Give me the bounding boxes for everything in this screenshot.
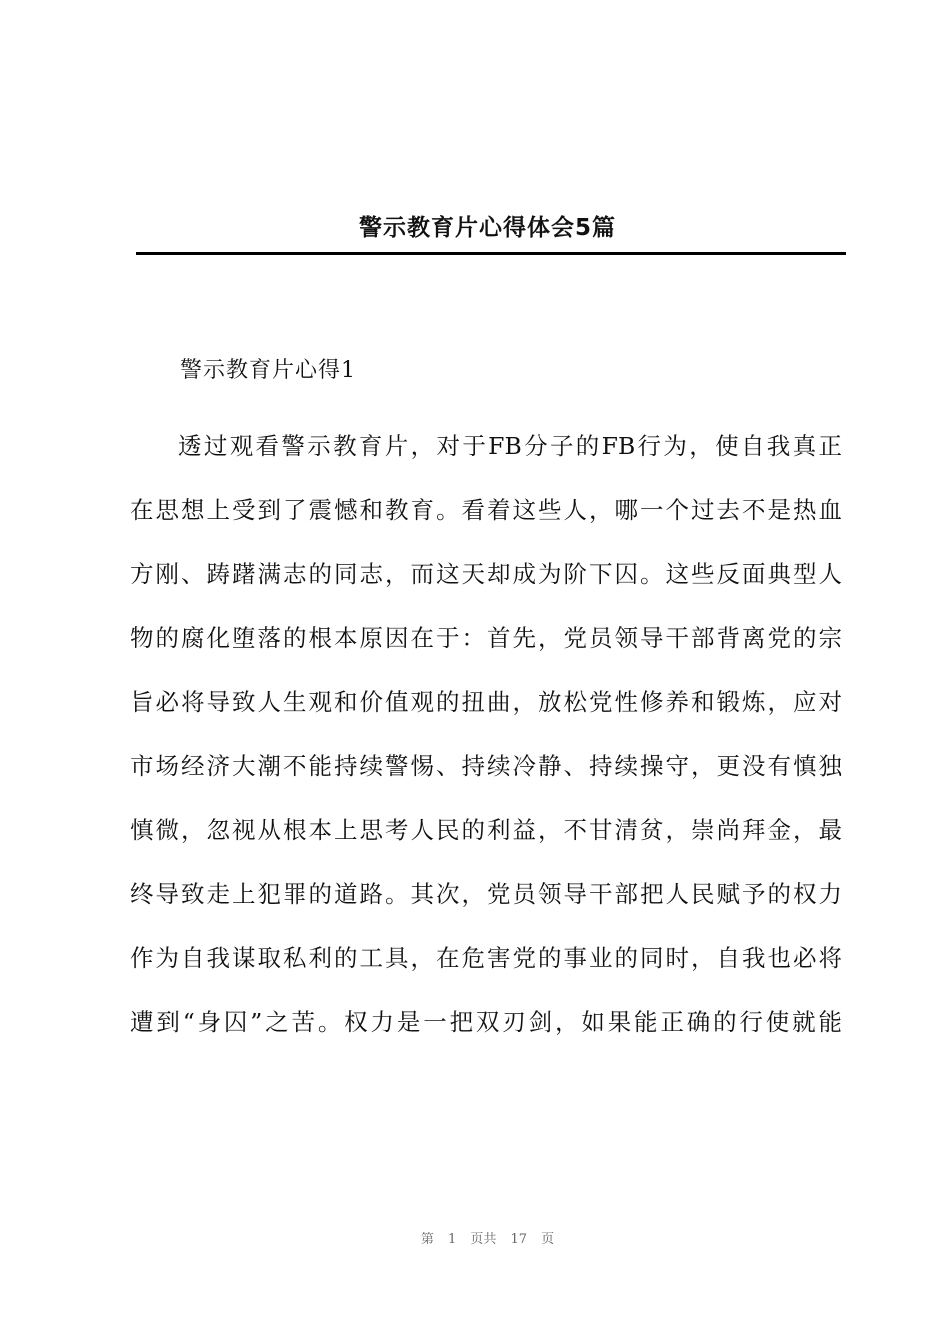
- body-paragraph: [130, 423, 842, 1063]
- paragraph-line: 在思想上受到了震憾和教育。看着这些人，哪一个过去不是热血: [130, 496, 842, 524]
- paragraph-line: 遭到“身囚”之苦。权力是一把双刃剑，如果能正确的行使就能: [130, 1008, 842, 1036]
- paragraph-line: 作为自我谋取私利的工具，在危害党的事业的同时，自我也必将: [130, 944, 842, 972]
- paragraph-line: 市场经济大潮不能持续警惕、持续冷静、持续操守，更没有慎独: [130, 752, 842, 780]
- paragraph-line: 旨必将导致人生观和价值观的扭曲，放松党性修养和锻炼，应对: [130, 688, 842, 716]
- document-title: 警示教育片心得体会5篇: [358, 215, 616, 242]
- paragraph-line: 终导致走上犯罪的道路。其次，党员领导干部把人民赋予的权力: [130, 880, 842, 908]
- section-heading: 警示教育片心得1: [180, 358, 356, 383]
- paragraph-line: 物的腐化堕落的根本原因在于：首先，党员领导干部背离党的宗: [130, 624, 842, 652]
- title-divider: [136, 252, 846, 255]
- paragraph-line: 慎微，忽视从根本上思考人民的利益，不甘清贫，崇尚拜金，最: [130, 816, 842, 844]
- page-footer: 第 1 页共 17 页: [420, 1232, 555, 1247]
- paragraph-line: 方刚、踌躇满志的同志，而这天却成为阶下囚。这些反面典型人: [130, 560, 842, 588]
- paragraph-line: 透过观看警示教育片，对于FB分子的FB行为，使自我真正: [178, 432, 842, 460]
